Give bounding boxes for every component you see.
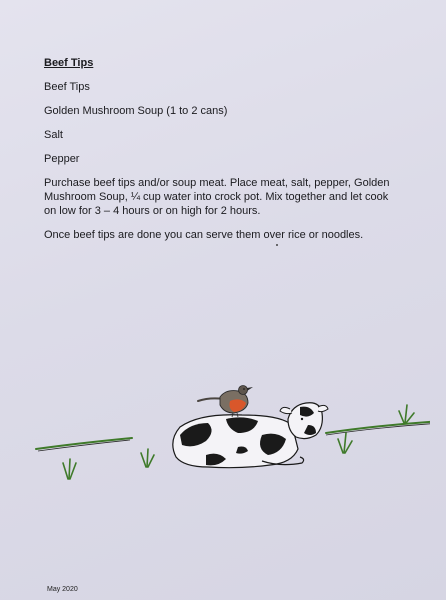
grass-icon — [399, 405, 414, 423]
paper-speck — [276, 244, 278, 246]
ingredient-item: Golden Mushroom Soup (1 to 2 cans) — [44, 105, 228, 117]
ground-line-right — [326, 421, 430, 435]
instruction-paragraph: Once beef tips are done you can serve them over rice or noodles. — [44, 229, 364, 241]
date-footer: May 2020 — [47, 586, 78, 593]
recipe-title: Beef Tips — [44, 57, 94, 69]
ingredient-item: Beef Tips — [44, 81, 90, 93]
cow-icon — [173, 403, 328, 468]
ground-line-left — [36, 438, 132, 451]
cow-and-robin-drawing — [30, 375, 430, 495]
instruction-paragraph: Purchase beef tips and/or soup meat. Place meat, salt, pepper, Golden Mushroom Soup, ¼ cup water into crock pot. Mix together and let cook on low for 3 – 4 hours or on high for 2 hours. — [44, 177, 390, 217]
ingredient-item: Pepper — [44, 153, 80, 165]
ingredient-item: Salt — [44, 129, 63, 141]
grass-icon — [141, 449, 154, 467]
recipe-text — [44, 56, 394, 252]
grass-icon — [338, 433, 352, 453]
robin-icon — [198, 386, 253, 418]
grass-icon — [63, 459, 76, 479]
